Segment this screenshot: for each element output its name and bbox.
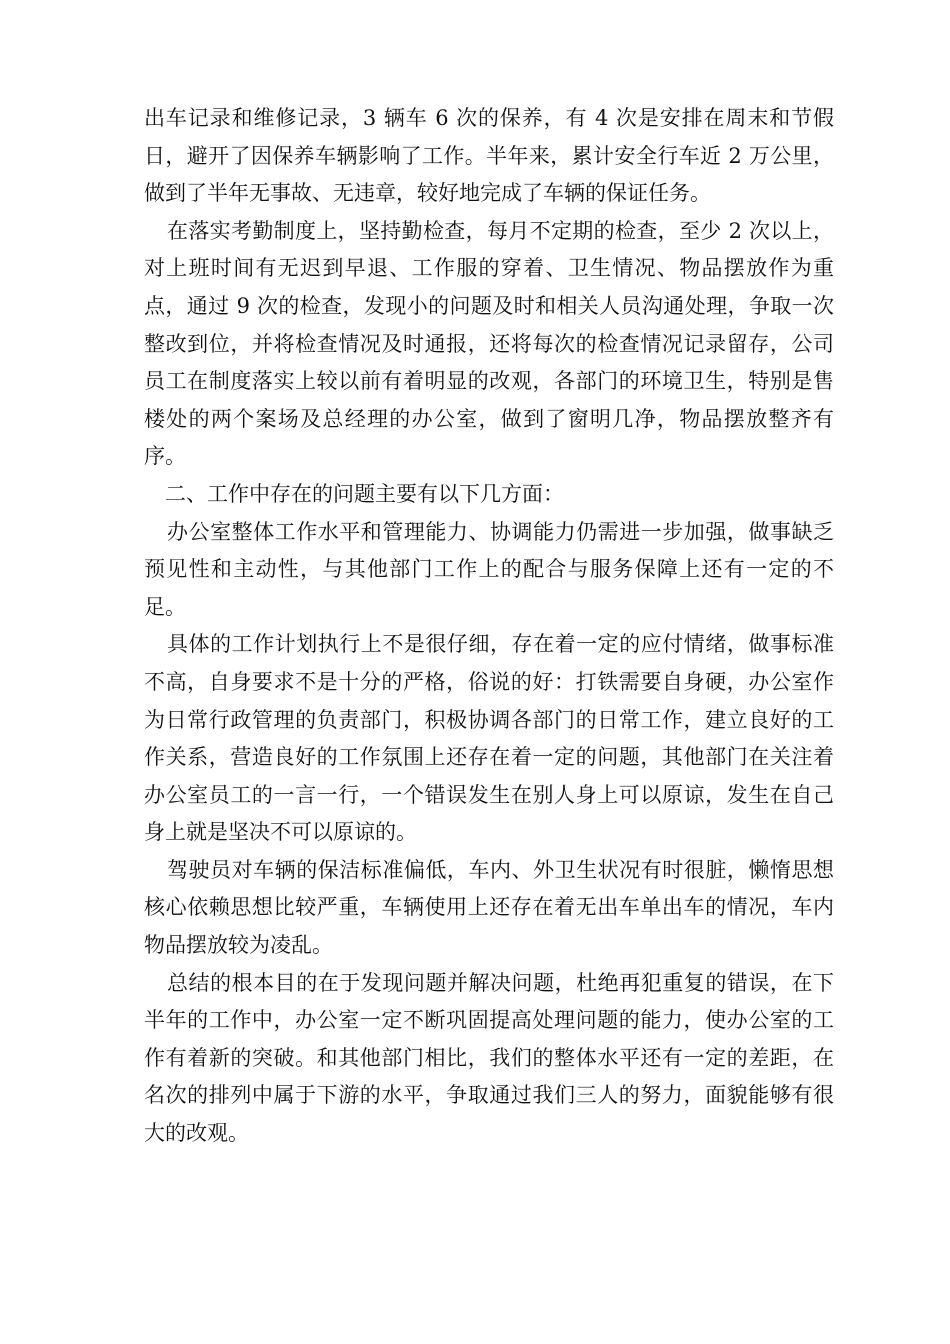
paragraph-office-capability: 办公室整体工作水平和管理能力、协调能力仍需进一步加强，做事缺乏预见性和主动性，与其他部门工作上的配合与服务保障上还有一定的不足。: [144, 519, 834, 619]
paragraph-summary-goal: 总结的根本目的在于发现问题并解决问题，杜绝再犯重复的错误，在下半年的工作中，办公室一定不断巩固提高处理问题的能力，使办公室的工作有着新的突破。和其他部门相比，我们的整体水平还有一定的差距，在名次的排列中属于下游的水平，争取通过我们三人的努力，面貌能够有很大的改观。: [144, 970, 834, 1146]
paragraph-vehicle-maintenance: 出车记录和维修记录，3 辆车 6 次的保养，有 4 次是安排在周末和节假日，避开了因保养车辆影响了工作。半年来，累计安全行车近 2 万公里，做到了半年无事故、无违章，较好地完成了车辆的保证任务。: [144, 106, 834, 206]
paragraph-attendance-inspection: 在落实考勤制度上，坚持勤检查，每月不定期的检查，至少 2 次以上，对上班时间有无迟到早退、工作服的穿着、卫生情况、物品摆放作为重点，通过 9 次的检查，发现小的问题及时和相关人员沟通处理，争取一次整改到位，并将检查情况及时通报，还将每次的检查情况记录留存，公司员工在制度落实上较以前有着明显的改观，各部门的环境卫生，特别是售楼处的两个案场及总经理的办公室，做到了窗明几净，物品摆放整齐有序。: [144, 218, 834, 469]
document-body: [144, 100, 834, 1153]
section-heading-problems: 二、工作中存在的问题主要有以下几方面：: [165, 481, 564, 506]
paragraph-work-plan-execution: 具体的工作计划执行上不是很仔细，存在着一定的应付情绪，做事标准不高，自身要求不是十分的严格，俗说的好：打铁需要自身硬，办公室作为日常行政管理的负责部门，积极协调各部门的日常工作，建立良好的工作关系，营造良好的工作氛围上还存在着一定的问题，其他部门在关注着办公室员工的一言一行，一个错误发生在别人身上可以原谅，发生在自己身上就是坚决不可以原谅的。: [144, 632, 834, 845]
paragraph-driver-hygiene: 驾驶员对车辆的保洁标准偏低，车内、外卫生状况有时很脏，懒惰思想核心依赖思想比较严重，车辆使用上还存在着无出车单出车的情况，车内物品摆放较为凌乱。: [144, 857, 834, 958]
